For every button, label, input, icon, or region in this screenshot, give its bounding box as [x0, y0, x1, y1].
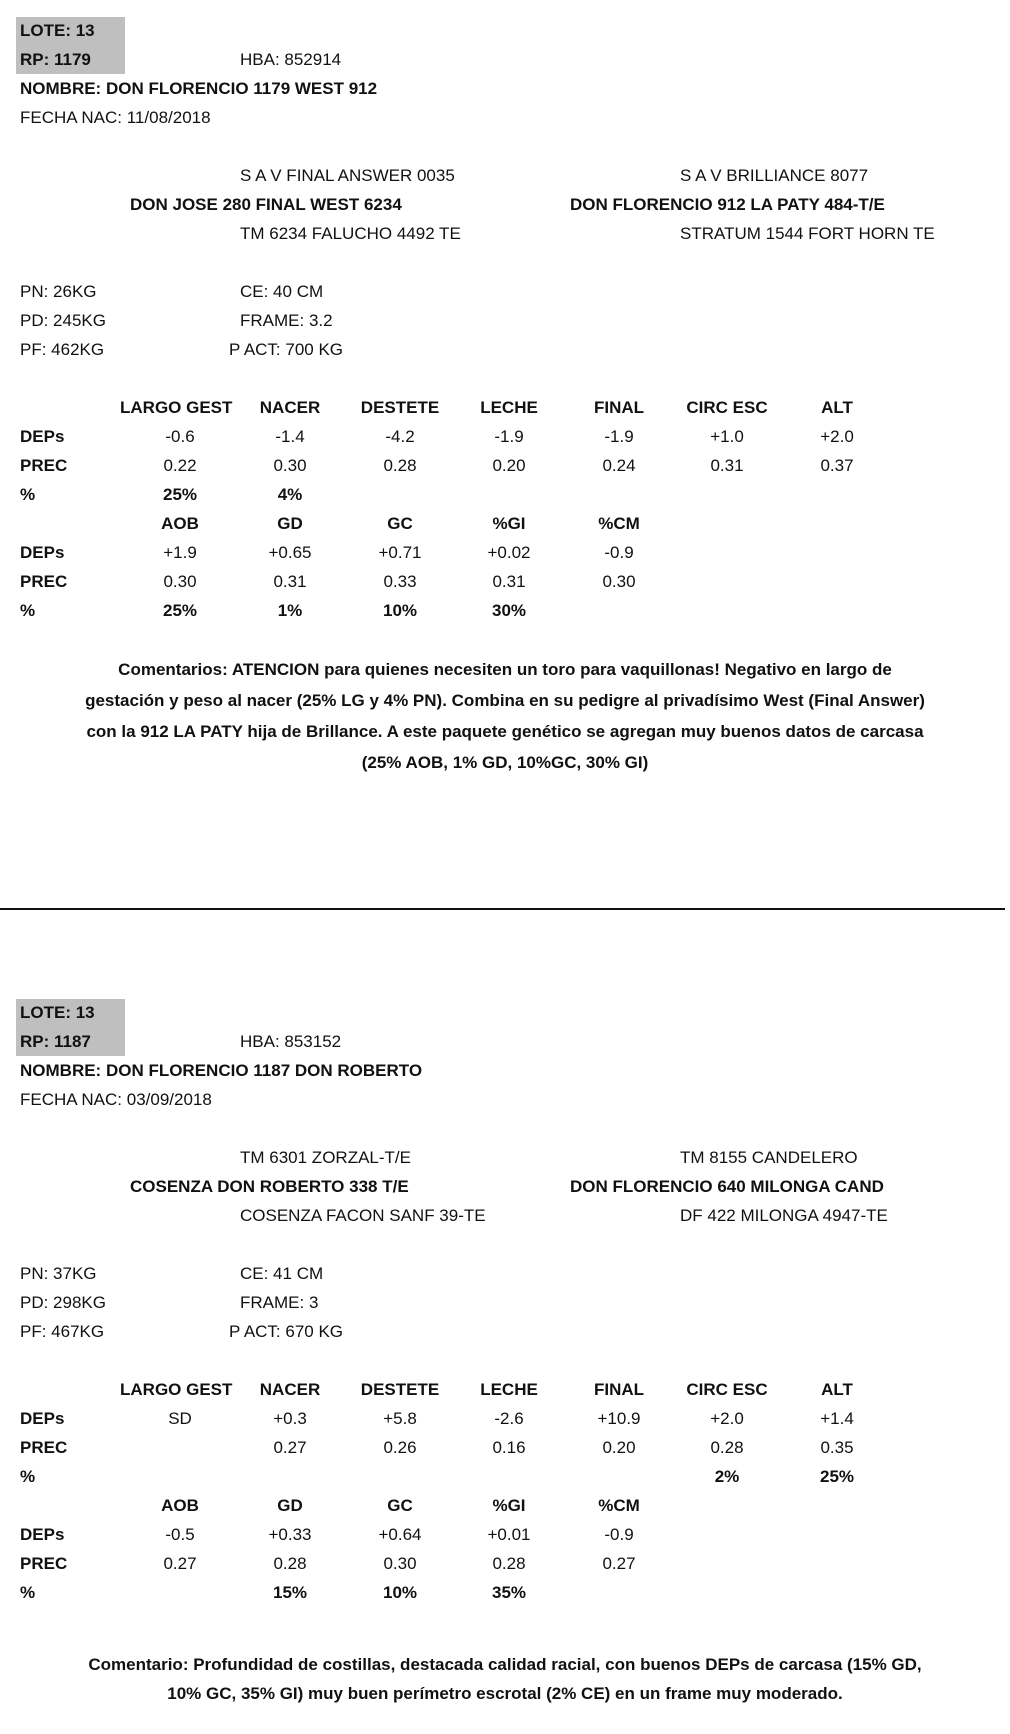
dep-cell: +1.4: [820, 1409, 854, 1428]
dep-cell: 4%: [277, 485, 303, 504]
carcass-cell: 1%: [277, 601, 303, 620]
dep-cell: 0.37: [820, 456, 854, 475]
carcass-cell: -0.9: [604, 543, 634, 562]
carcass-column-header: %GI: [492, 514, 526, 533]
carcass-column-header: GD: [277, 1496, 303, 1515]
dep-cell: 0.27: [273, 1438, 307, 1457]
pedigree-dam: DON FLORENCIO 912 LA PATY 484-T/E: [570, 195, 885, 214]
carcass-column-header: AOB: [161, 514, 199, 533]
carcass-cell: 30%: [491, 601, 527, 620]
dep-cell: 0.30: [273, 456, 307, 475]
pedigree-sire: COSENZA DON ROBERTO 338 T/E: [130, 1177, 409, 1196]
animal-name: NOMBRE: DON FLORENCIO 1187 DON ROBERTO: [20, 1061, 423, 1080]
scrotal-circumference: CE: 41 CM: [240, 1264, 324, 1283]
weaning-weight: PD: 245KG: [20, 311, 106, 330]
dep-row-label: %: [20, 1467, 36, 1486]
dep-cell: -4.2: [385, 427, 415, 446]
dep-row-label: DEPs: [20, 427, 65, 446]
dep-cell: -1.4: [275, 427, 305, 446]
comment-line: (25% AOB, 1% GD, 10%GC, 30% GI): [361, 753, 649, 772]
frame-score: FRAME: 3: [240, 1293, 319, 1312]
lot-number: LOTE: 13: [20, 1003, 95, 1022]
carcass-cell: 0.28: [492, 1554, 526, 1573]
dep-cell: 0.22: [163, 456, 197, 475]
dep-cell: 0.16: [492, 1438, 526, 1457]
rp-number: RP: 1179: [20, 50, 91, 69]
dep-column-header: ALT: [821, 398, 853, 417]
dep-row-label: PREC: [20, 456, 68, 475]
carcass-cell: 0.33: [383, 572, 417, 591]
carcass-cell: 0.30: [602, 572, 636, 591]
carcass-row-label: %: [20, 601, 36, 620]
pedigree-dam-dam: STRATUM 1544 FORT HORN TE: [680, 224, 935, 243]
dep-cell: -1.9: [604, 427, 634, 446]
comment-line: con la 912 LA PATY hija de Brillance. A este paquete genético se agregan muy buenos datos de carcasa: [86, 722, 924, 741]
carcass-column-header: GC: [387, 514, 413, 533]
carcass-cell: 0.31: [273, 572, 307, 591]
pedigree-dam-sire: TM 8155 CANDELERO: [680, 1148, 858, 1167]
carcass-row-label: PREC: [20, 572, 68, 591]
dep-column-header: CIRC ESC: [686, 1380, 768, 1399]
scrotal-circumference: CE: 40 CM: [240, 282, 324, 301]
birth-weight: PN: 26KG: [20, 282, 97, 301]
dep-cell: -1.9: [494, 427, 524, 446]
carcass-column-header: GD: [277, 514, 303, 533]
dep-cell: +0.3: [273, 1409, 307, 1428]
dep-row-label: %: [20, 485, 36, 504]
carcass-cell: 0.27: [163, 1554, 197, 1573]
carcass-column-header: GC: [387, 1496, 413, 1515]
dep-cell: +1.0: [710, 427, 744, 446]
pedigree-sire-dam: COSENZA FACON SANF 39-TE: [240, 1206, 486, 1225]
pedigree-sire-sire: TM 6301 ZORZAL-T/E: [240, 1148, 411, 1167]
dep-column-header: LARGO GEST: [120, 1380, 233, 1399]
carcass-cell: 10%: [382, 1583, 418, 1602]
carcass-cell: 0.30: [383, 1554, 417, 1573]
weaning-weight: PD: 298KG: [20, 1293, 106, 1312]
carcass-cell: +0.02: [487, 543, 531, 562]
dep-cell: -0.6: [165, 427, 195, 446]
dep-column-header: LECHE: [480, 398, 538, 417]
dep-cell: +5.8: [383, 1409, 417, 1428]
current-weight: P ACT: 670 KG: [229, 1322, 344, 1341]
hba-number: HBA: 852914: [240, 50, 342, 69]
dep-row-label: DEPs: [20, 1409, 65, 1428]
dep-column-header: DESTETE: [360, 1380, 440, 1399]
dep-cell: 0.20: [602, 1438, 636, 1457]
pedigree-dam: DON FLORENCIO 640 MILONGA CAND: [570, 1177, 884, 1196]
final-weight: PF: 462KG: [20, 340, 105, 359]
carcass-column-header: AOB: [161, 1496, 199, 1515]
birth-date: FECHA NAC: 11/08/2018: [20, 108, 211, 127]
carcass-cell: +1.9: [163, 543, 197, 562]
dep-column-header: ALT: [821, 1380, 853, 1399]
carcass-cell: +0.01: [487, 1525, 531, 1544]
lot-number: LOTE: 13: [20, 21, 95, 40]
dep-column-header: FINAL: [593, 1380, 645, 1399]
dep-cell: 0.26: [383, 1438, 417, 1457]
carcass-cell: -0.5: [165, 1525, 195, 1544]
pedigree-sire: DON JOSE 280 FINAL WEST 6234: [130, 195, 402, 214]
comment-line: 10% GC, 35% GI) muy buen perímetro escrotal (2% CE) en un frame muy moderado.: [167, 1684, 843, 1703]
carcass-cell: +0.33: [268, 1525, 312, 1544]
carcass-cell: 10%: [382, 601, 418, 620]
pedigree-sire-sire: S A V FINAL ANSWER 0035: [240, 166, 455, 185]
dep-cell: 0.28: [710, 1438, 744, 1457]
rp-number: RP: 1187: [20, 1032, 91, 1051]
dep-cell: 25%: [819, 1467, 855, 1486]
pedigree-dam-dam: DF 422 MILONGA 4947-TE: [680, 1206, 888, 1225]
dep-row-label: PREC: [20, 1438, 68, 1457]
dep-column-header: NACER: [259, 398, 321, 417]
carcass-cell: 35%: [491, 1583, 527, 1602]
dep-cell: -2.6: [494, 1409, 524, 1428]
current-weight: P ACT: 700 KG: [229, 340, 344, 359]
carcass-column-header: %CM: [598, 1496, 640, 1515]
dep-column-header: FINAL: [593, 398, 645, 417]
carcass-row-label: DEPs: [20, 543, 65, 562]
dep-cell: +2.0: [820, 427, 854, 446]
pedigree-dam-sire: S A V BRILLIANCE 8077: [680, 166, 869, 185]
carcass-cell: +0.64: [378, 1525, 422, 1544]
carcass-cell: -0.9: [604, 1525, 634, 1544]
dep-cell: 0.20: [492, 456, 526, 475]
dep-column-header: LECHE: [480, 1380, 538, 1399]
dep-cell: SD: [168, 1409, 192, 1428]
carcass-cell: 0.28: [273, 1554, 307, 1573]
dep-column-header: LARGO GEST: [120, 398, 233, 417]
animal-name: NOMBRE: DON FLORENCIO 1179 WEST 912: [20, 79, 378, 98]
carcass-column-header: %GI: [492, 1496, 526, 1515]
carcass-cell: 0.31: [492, 572, 526, 591]
hba-number: HBA: 853152: [240, 1032, 342, 1051]
dep-cell: 25%: [162, 485, 198, 504]
carcass-cell: 0.27: [602, 1554, 636, 1573]
final-weight: PF: 467KG: [20, 1322, 105, 1341]
dep-cell: 0.28: [383, 456, 417, 475]
birth-weight: PN: 37KG: [20, 1264, 97, 1283]
carcass-cell: +0.71: [378, 543, 422, 562]
comment-line: Comentarios: ATENCION para quienes necesiten un toro para vaquillonas! Negativo en largo de: [118, 660, 892, 679]
dep-column-header: DESTETE: [360, 398, 440, 417]
dep-cell: 0.31: [710, 456, 744, 475]
pedigree-sire-dam: TM 6234 FALUCHO 4492 TE: [240, 224, 461, 243]
dep-cell: 0.35: [820, 1438, 854, 1457]
carcass-row-label: DEPs: [20, 1525, 65, 1544]
carcass-column-header: %CM: [598, 514, 640, 533]
record-separator: [0, 908, 1005, 910]
frame-score: FRAME: 3.2: [240, 311, 333, 330]
carcass-row-label: %: [20, 1583, 36, 1602]
carcass-cell: 0.30: [163, 572, 197, 591]
dep-cell: 2%: [714, 1467, 740, 1486]
comment-line: Comentario: Profundidad de costillas, destacada calidad racial, con buenos DEPs de carcasa (15% GD,: [88, 1655, 922, 1674]
dep-column-header: CIRC ESC: [686, 398, 768, 417]
dep-cell: +2.0: [710, 1409, 744, 1428]
carcass-row-label: PREC: [20, 1554, 68, 1573]
comment-line: gestación y peso al nacer (25% LG y 4% PN). Combina en su pedigre al privadísimo West (Final Answer): [85, 691, 925, 710]
birth-date: FECHA NAC: 03/09/2018: [20, 1090, 212, 1109]
dep-column-header: NACER: [259, 1380, 321, 1399]
dep-cell: +10.9: [597, 1409, 641, 1428]
carcass-cell: 15%: [272, 1583, 308, 1602]
dep-cell: 0.24: [602, 456, 636, 475]
carcass-cell: +0.65: [268, 543, 312, 562]
carcass-cell: 25%: [162, 601, 198, 620]
